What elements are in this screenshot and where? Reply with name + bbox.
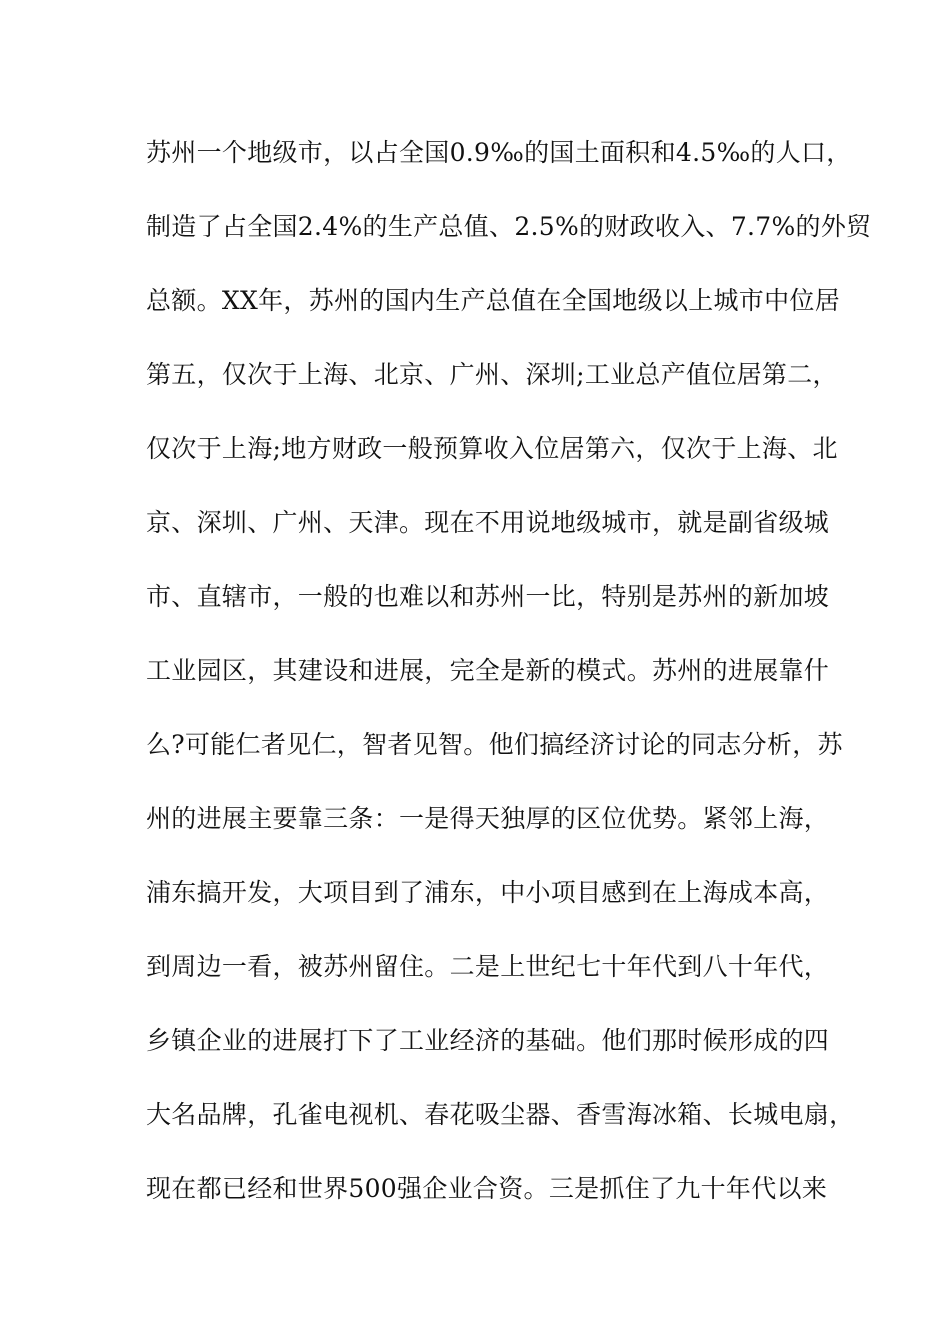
text-line: 州的进展主要靠三条：一是得天独厚的区位优势。紧邻上海， <box>146 804 830 833</box>
text-line: 第五，仅次于上海、北京、广州、深圳;工业总产值位居第二， <box>146 360 838 389</box>
text-line: 总额。XX年，苏州的国内生产总值在全国地级以上城市中位居 <box>146 286 840 315</box>
text-line: 市、直辖市，一般的也难以和苏州一比，特别是苏州的新加坡 <box>146 582 830 611</box>
text-line: 现在都已经和世界500强企业合资。三是抓住了九十年代以来 <box>146 1174 828 1203</box>
text-line: 制造了占全国2.4%的生产总值、2.5%的财政收入、7.7%的外贸 <box>146 212 872 241</box>
text-line: 京、深圳、广州、天津。现在不用说地级城市，就是副省级城 <box>146 508 830 537</box>
text-line: 到周边一看，被苏州留住。二是上世纪七十年代到八十年代， <box>146 952 830 981</box>
document-body-text <box>146 128 872 1238</box>
text-line: 浦东搞开发，大项目到了浦东，中小项目感到在上海成本高， <box>146 878 830 907</box>
text-line: 苏州一个地级市，以占全国0.9‰的国土面积和4.5‰的人口， <box>146 138 852 167</box>
text-line: 大名品牌，孔雀电视机、春花吸尘器、香雪海冰箱、长城电扇， <box>146 1100 855 1129</box>
text-line: 仅次于上海;地方财政一般预算收入位居第六，仅次于上海、北 <box>146 434 838 463</box>
text-line: 乡镇企业的进展打下了工业经济的基础。他们那时候形成的四 <box>146 1026 830 1055</box>
text-line: 么?可能仁者见仁，智者见智。他们搞经济讨论的同志分析，苏 <box>146 730 843 759</box>
text-line: 工业园区，其建设和进展，完全是新的模式。苏州的进展靠什 <box>146 656 830 685</box>
